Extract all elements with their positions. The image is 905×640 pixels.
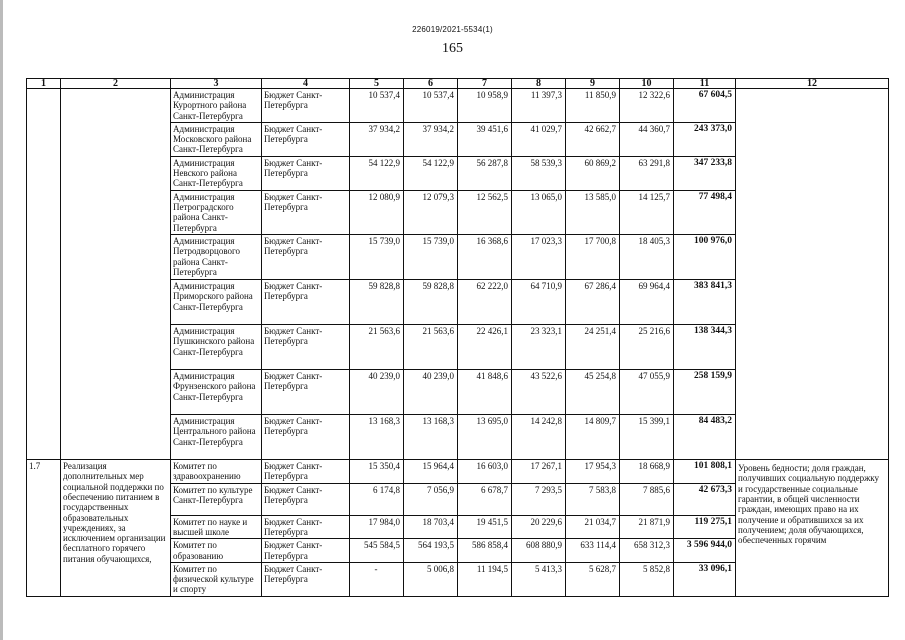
col-header-10: 10 — [620, 79, 674, 89]
value-cell: 17 267,1 — [512, 460, 566, 484]
value-cell: 16 603,0 — [458, 460, 512, 484]
total-cell: 67 604,5 — [674, 89, 736, 123]
source-cell: Бюджет Санкт-Петербурга — [262, 280, 350, 325]
value-cell: 11 194,5 — [458, 562, 512, 596]
value-cell: 17 023,3 — [512, 235, 566, 280]
value-cell: 18 668,9 — [620, 460, 674, 484]
value-cell: 10 537,4 — [350, 89, 404, 123]
value-cell: 62 222,0 — [458, 280, 512, 325]
value-cell: 13 168,3 — [404, 415, 458, 460]
executor-cell: Администрация Фрунзенского района Санкт-Петербурга — [171, 370, 262, 415]
total-cell: 100 976,0 — [674, 235, 736, 280]
value-cell: 12 562,5 — [458, 190, 512, 234]
value-cell: 54 122,9 — [404, 156, 458, 190]
executor-cell: Комитет по образованию — [171, 539, 262, 563]
value-cell: 13 695,0 — [458, 415, 512, 460]
value-cell: 5 628,7 — [566, 562, 620, 596]
item-description-cell — [61, 89, 171, 460]
value-cell: 39 451,6 — [458, 122, 512, 156]
value-cell: 7 293,5 — [512, 483, 566, 515]
value-cell: 16 368,6 — [458, 235, 512, 280]
document-id: 226019/2021-5534(1) — [412, 25, 493, 34]
total-cell: 33 096,1 — [674, 562, 736, 596]
col-header-2: 2 — [61, 79, 171, 89]
budget-table — [26, 78, 889, 597]
source-cell: Бюджет Санкт-Петербурга — [262, 515, 350, 539]
indicator-cell — [736, 89, 889, 460]
value-cell: 44 360,7 — [620, 122, 674, 156]
source-cell: Бюджет Санкт-Петербурга — [262, 539, 350, 563]
value-cell: 586 858,4 — [458, 539, 512, 563]
item-number-cell: 1.7 — [27, 460, 61, 597]
total-cell: 243 373,0 — [674, 122, 736, 156]
source-cell: Бюджет Санкт-Петербурга — [262, 122, 350, 156]
col-header-4: 4 — [262, 79, 350, 89]
value-cell: 18 703,4 — [404, 515, 458, 539]
value-cell: 608 880,9 — [512, 539, 566, 563]
value-cell: 15 350,4 — [350, 460, 404, 484]
value-cell: 37 934,2 — [404, 122, 458, 156]
executor-cell: Администрация Невского района Санкт-Петербурга — [171, 156, 262, 190]
source-cell: Бюджет Санкт-Петербурга — [262, 325, 350, 370]
item-number-cell — [27, 89, 61, 460]
total-cell: 138 344,3 — [674, 325, 736, 370]
executor-cell: Администрация Петродворцового района Санкт-Петербурга — [171, 235, 262, 280]
value-cell: 25 216,6 — [620, 325, 674, 370]
item-description-cell: Реализация дополнительных мер социальной поддержки по обеспечению питанием в государственных образовательных учреждениях, за исключением организации бесплатного горячего питания обучающихся, — [61, 460, 171, 597]
total-cell: 119 275,1 — [674, 515, 736, 539]
source-cell: Бюджет Санкт-Петербурга — [262, 415, 350, 460]
source-cell: Бюджет Санкт-Петербурга — [262, 370, 350, 415]
value-cell: 43 522,6 — [512, 370, 566, 415]
executor-cell: Комитет по науке и высшей школе — [171, 515, 262, 539]
value-cell: 5 006,8 — [404, 562, 458, 596]
total-cell: 42 673,3 — [674, 483, 736, 515]
value-cell: 13 065,0 — [512, 190, 566, 234]
executor-cell: Администрация Центрального района Санкт-Петербурга — [171, 415, 262, 460]
budget-table-sheet — [26, 78, 889, 597]
page-number: 165 — [442, 41, 463, 56]
value-cell: 14 242,8 — [512, 415, 566, 460]
col-header-12: 12 — [736, 79, 889, 89]
source-cell: Бюджет Санкт-Петербурга — [262, 483, 350, 515]
value-cell: 10 958,9 — [458, 89, 512, 123]
value-cell: 10 537,4 — [404, 89, 458, 123]
value-cell: 7 885,6 — [620, 483, 674, 515]
value-cell: 21 871,9 — [620, 515, 674, 539]
executor-cell: Администрация Петроградского района Санкт-Петербурга — [171, 190, 262, 234]
value-cell: 56 287,8 — [458, 156, 512, 190]
total-cell: 77 498,4 — [674, 190, 736, 234]
col-header-1: 1 — [27, 79, 61, 89]
value-cell: 42 662,7 — [566, 122, 620, 156]
scan-edge — [0, 0, 3, 640]
value-cell: 13 585,0 — [566, 190, 620, 234]
value-cell: 41 029,7 — [512, 122, 566, 156]
value-cell: 58 539,3 — [512, 156, 566, 190]
value-cell: 18 405,3 — [620, 235, 674, 280]
executor-cell: Комитет по здравоохранению — [171, 460, 262, 484]
table-row — [27, 460, 889, 484]
value-cell: 11 397,3 — [512, 89, 566, 123]
value-cell: 22 426,1 — [458, 325, 512, 370]
value-cell: 15 739,0 — [404, 235, 458, 280]
value-cell: 60 869,2 — [566, 156, 620, 190]
value-cell: 54 122,9 — [350, 156, 404, 190]
value-cell: 12 080,9 — [350, 190, 404, 234]
source-cell: Бюджет Санкт-Петербурга — [262, 235, 350, 280]
source-cell: Бюджет Санкт-Петербурга — [262, 156, 350, 190]
value-cell: - — [350, 562, 404, 596]
value-cell: 37 934,2 — [350, 122, 404, 156]
table-row — [27, 89, 889, 123]
source-cell: Бюджет Санкт-Петербурга — [262, 89, 350, 123]
value-cell: 40 239,0 — [350, 370, 404, 415]
col-header-5: 5 — [350, 79, 404, 89]
value-cell: 564 193,5 — [404, 539, 458, 563]
value-cell: 13 168,3 — [350, 415, 404, 460]
value-cell: 40 239,0 — [404, 370, 458, 415]
value-cell: 20 229,6 — [512, 515, 566, 539]
col-header-9: 9 — [566, 79, 620, 89]
col-header-6: 6 — [404, 79, 458, 89]
value-cell: 69 964,4 — [620, 280, 674, 325]
value-cell: 14 809,7 — [566, 415, 620, 460]
value-cell: 17 984,0 — [350, 515, 404, 539]
value-cell: 17 700,8 — [566, 235, 620, 280]
value-cell: 17 954,3 — [566, 460, 620, 484]
value-cell: 21 563,6 — [404, 325, 458, 370]
value-cell: 5 852,8 — [620, 562, 674, 596]
value-cell: 6 678,7 — [458, 483, 512, 515]
col-header-7: 7 — [458, 79, 512, 89]
total-cell: 258 159,9 — [674, 370, 736, 415]
value-cell: 23 323,1 — [512, 325, 566, 370]
executor-cell: Администрация Курортного района Санкт-Петербурга — [171, 89, 262, 123]
value-cell: 67 286,4 — [566, 280, 620, 325]
value-cell: 7 056,9 — [404, 483, 458, 515]
source-cell: Бюджет Санкт-Петербурга — [262, 562, 350, 596]
executor-cell: Комитет по физической культуре и спорту — [171, 562, 262, 596]
total-cell: 383 841,3 — [674, 280, 736, 325]
value-cell: 14 125,7 — [620, 190, 674, 234]
value-cell: 63 291,8 — [620, 156, 674, 190]
source-cell: Бюджет Санкт-Петербурга — [262, 190, 350, 234]
value-cell: 59 828,8 — [350, 280, 404, 325]
value-cell: 11 850,9 — [566, 89, 620, 123]
value-cell: 6 174,8 — [350, 483, 404, 515]
source-cell: Бюджет Санкт-Петербурга — [262, 460, 350, 484]
executor-cell: Администрация Пушкинского района Санкт-Петербурга — [171, 325, 262, 370]
value-cell: 658 312,3 — [620, 539, 674, 563]
value-cell: 633 114,4 — [566, 539, 620, 563]
value-cell: 15 739,0 — [350, 235, 404, 280]
value-cell: 12 079,3 — [404, 190, 458, 234]
col-header-3: 3 — [171, 79, 262, 89]
total-cell: 101 808,1 — [674, 460, 736, 484]
value-cell: 64 710,9 — [512, 280, 566, 325]
value-cell: 59 828,8 — [404, 280, 458, 325]
value-cell: 45 254,8 — [566, 370, 620, 415]
total-cell: 3 596 944,0 — [674, 539, 736, 563]
value-cell: 15 964,4 — [404, 460, 458, 484]
column-number-row — [27, 79, 889, 89]
value-cell: 24 251,4 — [566, 325, 620, 370]
total-cell: 84 483,2 — [674, 415, 736, 460]
col-header-8: 8 — [512, 79, 566, 89]
value-cell: 545 584,5 — [350, 539, 404, 563]
value-cell: 19 451,5 — [458, 515, 512, 539]
value-cell: 47 055,9 — [620, 370, 674, 415]
executor-cell: Комитет по культуре Санкт-Петербурга — [171, 483, 262, 515]
total-cell: 347 233,8 — [674, 156, 736, 190]
value-cell: 41 848,6 — [458, 370, 512, 415]
value-cell: 5 413,3 — [512, 562, 566, 596]
value-cell: 21 034,7 — [566, 515, 620, 539]
indicator-cell: Уровень бедности; доля граждан, получивших социальную поддержку и государственные социальные гарантии, в общей численности граждан, имеющих право на их получение и обратившихся за их получением; доля обучающихся, обеспеченных горячим — [736, 460, 889, 597]
executor-cell: Администрация Приморского района Санкт-Петербурга — [171, 280, 262, 325]
value-cell: 21 563,6 — [350, 325, 404, 370]
value-cell: 7 583,8 — [566, 483, 620, 515]
value-cell: 15 399,1 — [620, 415, 674, 460]
executor-cell: Администрация Московского района Санкт-Петербурга — [171, 122, 262, 156]
col-header-11: 11 — [674, 79, 736, 89]
value-cell: 12 322,6 — [620, 89, 674, 123]
